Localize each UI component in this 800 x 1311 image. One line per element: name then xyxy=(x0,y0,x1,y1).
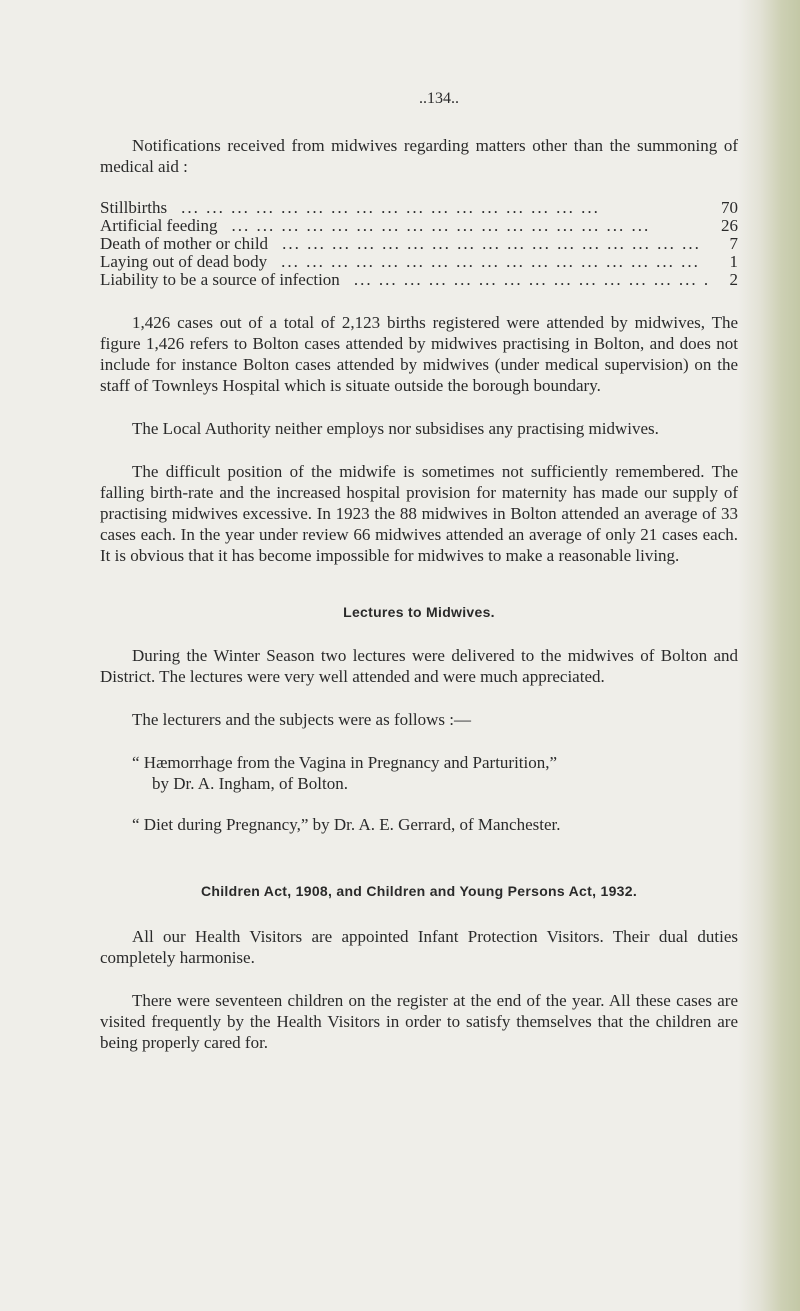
list-item-count: 70 xyxy=(721,198,738,217)
lecture-item xyxy=(100,752,738,794)
paragraph-midwife-position: The difficult position of the midwife is sometimes not sufficiently remembered. The falling birth-rate and the increased hospital provision for maternity has made our supply of practising midwives excessive. In 1923 the 88 midwives in Bolton attended an average of 33 cases each. In the year under review 66 midwives attended an average of only 21 cases each. It is obvious that it has become impossible for midwives to make a reasonable living. xyxy=(100,462,738,565)
section-heading-lectures: Lectures to Midwives. xyxy=(343,604,495,620)
list-item-count: 26 xyxy=(721,216,738,235)
page-number: ..134.. xyxy=(419,90,459,107)
paragraph-lecturers: The lecturers and the subjects were as follows :— xyxy=(132,710,471,729)
notifications-intro: Notifications received from midwives regarding matters other than the summoning of medical aid : xyxy=(100,136,738,176)
list-item xyxy=(100,271,738,289)
list-item xyxy=(100,235,738,253)
paragraph-register: There were seventeen children on the register at the end of the year. All these cases are visited frequently by the Health Visitors in order to satisfy themselves that the children are being properly cared for. xyxy=(100,991,738,1052)
list-item xyxy=(100,253,738,271)
list-item-label: Laying out of dead body xyxy=(100,252,268,271)
list-item-label: Liability to be a source of infection xyxy=(100,270,340,289)
page-edge-shading xyxy=(738,0,800,1311)
list-item-label: Death of mother or child xyxy=(100,234,269,253)
leader-dots xyxy=(340,271,708,289)
paragraph-cases: 1,426 cases out of a total of 2,123 births registered were attended by midwives, The figure 1,426 refers to Bolton cases attended by midwives practising in Bolton, and does not include for instance Bolton cases attended by midwives (under medical supervision) on the staff of Townleys Hospital which is situate outside the borough boundary. xyxy=(100,313,738,395)
lecture-author: by Dr. A. Ingham, of Bolton. xyxy=(152,774,348,793)
leader-dots xyxy=(267,253,708,271)
list-item-label: Stillbirths xyxy=(100,198,168,217)
lecture-item xyxy=(100,814,738,835)
leader-dots xyxy=(218,217,708,235)
list-item-count: 7 xyxy=(729,234,738,253)
notifications-list xyxy=(100,199,738,289)
paragraph-local-authority: The Local Authority neither employs nor subsidises any practising midwives. xyxy=(132,419,659,438)
leader-dots xyxy=(167,199,708,217)
lecture-title: “ Diet during Pregnancy,” by Dr. A. E. Gerrard, of Manchester. xyxy=(132,815,561,834)
list-item-label: Artificial feeding xyxy=(100,216,218,235)
list-item xyxy=(100,217,738,235)
lecture-title: “ Hæmorrhage from the Vagina in Pregnancy and Parturition,” xyxy=(132,753,558,772)
list-item-count: 1 xyxy=(729,252,738,271)
list-item-count: 2 xyxy=(729,270,738,289)
section-heading-children-act: Children Act, 1908, and Children and Young Persons Act, 1932. xyxy=(200,883,638,899)
paragraph-health-visitors: All our Health Visitors are appointed Infant Protection Visitors. Their dual duties completely harmonise. xyxy=(100,927,738,967)
list-item xyxy=(100,199,738,217)
paragraph-lectures: During the Winter Season two lectures were delivered to the midwives of Bolton and District. The lectures were very well attended and were much appreciated. xyxy=(100,646,738,686)
document-body xyxy=(100,88,738,1075)
leader-dots xyxy=(268,235,708,253)
